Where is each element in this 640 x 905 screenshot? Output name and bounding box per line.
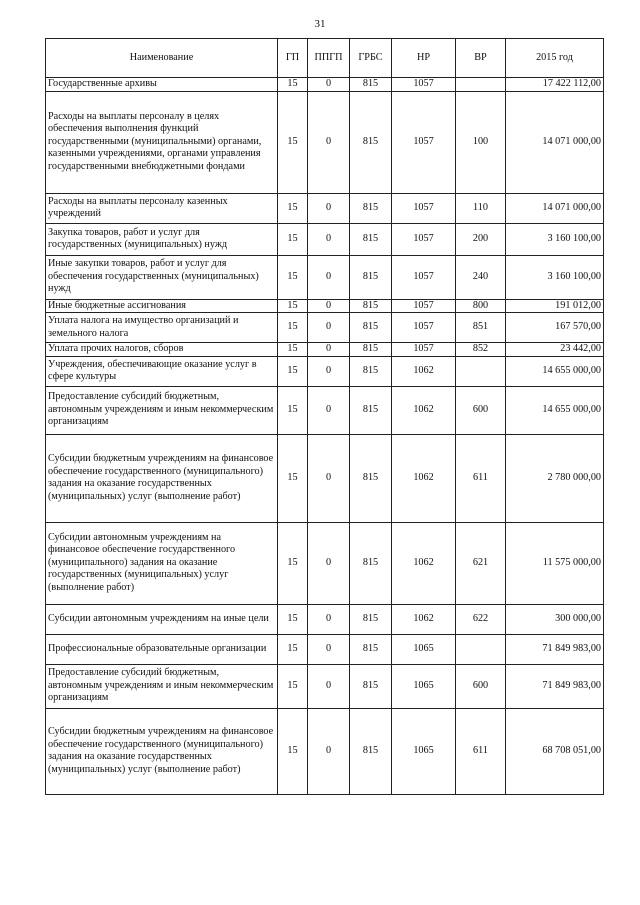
cell-nr: 1062 xyxy=(392,604,456,634)
cell-gp: 15 xyxy=(278,634,308,664)
cell-grbs: 815 xyxy=(350,223,392,255)
cell-name: Уплата прочих налогов, сборов xyxy=(46,343,278,357)
cell-gp: 15 xyxy=(278,386,308,434)
cell-nr: 1057 xyxy=(392,299,456,313)
cell-vr: 200 xyxy=(456,223,506,255)
cell-amount: 71 849 983,00 xyxy=(506,664,604,708)
table-row xyxy=(46,255,604,299)
table-row xyxy=(46,356,604,386)
table-row xyxy=(46,664,604,708)
cell-ppgp: 0 xyxy=(308,708,350,794)
cell-gp: 15 xyxy=(278,299,308,313)
table-header xyxy=(46,39,604,78)
cell-name: Расходы на выплаты персоналу казенных учреждений xyxy=(46,193,278,223)
cell-vr: 622 xyxy=(456,604,506,634)
cell-amount: 14 655 000,00 xyxy=(506,386,604,434)
cell-amount: 71 849 983,00 xyxy=(506,634,604,664)
cell-grbs: 815 xyxy=(350,386,392,434)
cell-amount: 11 575 000,00 xyxy=(506,522,604,604)
cell-ppgp: 0 xyxy=(308,343,350,357)
cell-amount: 14 655 000,00 xyxy=(506,356,604,386)
cell-amount: 14 071 000,00 xyxy=(506,193,604,223)
cell-nr: 1062 xyxy=(392,386,456,434)
cell-amount: 2 780 000,00 xyxy=(506,434,604,522)
cell-name: Закупка товаров, работ и услуг для государственных (муниципальных) нужд xyxy=(46,223,278,255)
cell-amount: 191 012,00 xyxy=(506,299,604,313)
cell-ppgp: 0 xyxy=(308,604,350,634)
cell-vr: 110 xyxy=(456,193,506,223)
cell-gp: 15 xyxy=(278,343,308,357)
cell-vr: 240 xyxy=(456,255,506,299)
cell-name: Уплата налога на имущество организаций и земельного налога xyxy=(46,313,278,343)
cell-nr: 1057 xyxy=(392,223,456,255)
cell-name: Предоставление субсидий бюджетным, автономным учреждениям и иным некоммерческим организациям xyxy=(46,386,278,434)
cell-grbs: 815 xyxy=(350,356,392,386)
table-row xyxy=(46,522,604,604)
cell-gp: 15 xyxy=(278,434,308,522)
cell-vr: 851 xyxy=(456,313,506,343)
cell-grbs: 815 xyxy=(350,193,392,223)
table-row xyxy=(46,78,604,92)
cell-nr: 1057 xyxy=(392,343,456,357)
cell-vr xyxy=(456,78,506,92)
cell-amount: 3 160 100,00 xyxy=(506,223,604,255)
header-nr: НР xyxy=(392,39,456,78)
cell-name: Расходы на выплаты персоналу в целях обеспечения выполнения функций государственными (муниципальными) органами, казенными учреждениями, органами управления государственными внебюджетными фондами xyxy=(46,91,278,193)
cell-gp: 15 xyxy=(278,255,308,299)
cell-ppgp: 0 xyxy=(308,434,350,522)
cell-name: Субсидии автономным учреждениям на иные цели xyxy=(46,604,278,634)
cell-grbs: 815 xyxy=(350,91,392,193)
cell-gp: 15 xyxy=(278,193,308,223)
cell-gp: 15 xyxy=(278,522,308,604)
table-row xyxy=(46,634,604,664)
cell-vr: 611 xyxy=(456,708,506,794)
cell-grbs: 815 xyxy=(350,434,392,522)
cell-amount: 14 071 000,00 xyxy=(506,91,604,193)
cell-grbs: 815 xyxy=(350,255,392,299)
cell-grbs: 815 xyxy=(350,708,392,794)
cell-name: Субсидии бюджетным учреждениям на финансовое обеспечение государственного (муниципального) задания на оказание государственных (муниципальных) услуг (выполнение работ) xyxy=(46,708,278,794)
cell-name: Предоставление субсидий бюджетным, автономным учреждениям и иным некоммерческим организациям xyxy=(46,664,278,708)
cell-nr: 1057 xyxy=(392,78,456,92)
cell-amount: 68 708 051,00 xyxy=(506,708,604,794)
cell-grbs: 815 xyxy=(350,78,392,92)
cell-ppgp: 0 xyxy=(308,522,350,604)
cell-ppgp: 0 xyxy=(308,193,350,223)
cell-amount: 300 000,00 xyxy=(506,604,604,634)
cell-ppgp: 0 xyxy=(308,634,350,664)
cell-vr: 600 xyxy=(456,664,506,708)
cell-name: Профессиональные образовательные организации xyxy=(46,634,278,664)
table-row xyxy=(46,313,604,343)
cell-ppgp: 0 xyxy=(308,223,350,255)
cell-nr: 1057 xyxy=(392,313,456,343)
cell-nr: 1057 xyxy=(392,193,456,223)
cell-grbs: 815 xyxy=(350,664,392,708)
cell-name: Иные закупки товаров, работ и услуг для обеспечения государственных (муниципальных) нужд xyxy=(46,255,278,299)
cell-nr: 1065 xyxy=(392,664,456,708)
cell-grbs: 815 xyxy=(350,634,392,664)
cell-vr: 611 xyxy=(456,434,506,522)
cell-grbs: 815 xyxy=(350,522,392,604)
cell-grbs: 815 xyxy=(350,299,392,313)
cell-gp: 15 xyxy=(278,604,308,634)
header-ppgp: ППГП xyxy=(308,39,350,78)
cell-gp: 15 xyxy=(278,223,308,255)
cell-gp: 15 xyxy=(278,91,308,193)
cell-nr: 1057 xyxy=(392,91,456,193)
cell-vr xyxy=(456,634,506,664)
table-row xyxy=(46,434,604,522)
cell-vr xyxy=(456,356,506,386)
page-number: 31 xyxy=(314,18,326,30)
cell-name: Субсидии автономным учреждениям на финансовое обеспечение государственного (муниципального) задания на оказание государственных (муниципальных) услуг (выполнение работ) xyxy=(46,522,278,604)
cell-ppgp: 0 xyxy=(308,78,350,92)
budget-table xyxy=(45,38,604,795)
cell-ppgp: 0 xyxy=(308,255,350,299)
cell-gp: 15 xyxy=(278,708,308,794)
cell-ppgp: 0 xyxy=(308,299,350,313)
cell-grbs: 815 xyxy=(350,604,392,634)
cell-ppgp: 0 xyxy=(308,91,350,193)
table-row xyxy=(46,223,604,255)
cell-amount: 17 422 112,00 xyxy=(506,78,604,92)
cell-name: Субсидии бюджетным учреждениям на финансовое обеспечение государственного (муниципального) задания на оказание государственных (муниципальных) услуг (выполнение работ) xyxy=(46,434,278,522)
table-row xyxy=(46,386,604,434)
cell-gp: 15 xyxy=(278,664,308,708)
cell-ppgp: 0 xyxy=(308,386,350,434)
table-row xyxy=(46,91,604,193)
cell-nr: 1062 xyxy=(392,522,456,604)
cell-nr: 1065 xyxy=(392,708,456,794)
cell-ppgp: 0 xyxy=(308,356,350,386)
header-vr: ВР xyxy=(456,39,506,78)
cell-nr: 1062 xyxy=(392,434,456,522)
cell-gp: 15 xyxy=(278,356,308,386)
header-name: Наименование xyxy=(46,39,278,78)
cell-name: Государственные архивы xyxy=(46,78,278,92)
header-grbs: ГРБС xyxy=(350,39,392,78)
cell-nr: 1065 xyxy=(392,634,456,664)
cell-amount: 3 160 100,00 xyxy=(506,255,604,299)
cell-nr: 1062 xyxy=(392,356,456,386)
cell-amount: 167 570,00 xyxy=(506,313,604,343)
cell-nr: 1057 xyxy=(392,255,456,299)
cell-vr: 600 xyxy=(456,386,506,434)
cell-vr: 621 xyxy=(456,522,506,604)
cell-gp: 15 xyxy=(278,313,308,343)
cell-name: Учреждения, обеспечивающие оказание услуг в сфере культуры xyxy=(46,356,278,386)
header-year: 2015 год xyxy=(506,39,604,78)
table-row xyxy=(46,299,604,313)
cell-ppgp: 0 xyxy=(308,664,350,708)
table-row xyxy=(46,604,604,634)
cell-vr: 100 xyxy=(456,91,506,193)
table-row xyxy=(46,343,604,357)
cell-grbs: 815 xyxy=(350,343,392,357)
cell-vr: 800 xyxy=(456,299,506,313)
table-row xyxy=(46,193,604,223)
table-row xyxy=(46,708,604,794)
cell-name: Иные бюджетные ассигнования xyxy=(46,299,278,313)
cell-gp: 15 xyxy=(278,78,308,92)
cell-amount: 23 442,00 xyxy=(506,343,604,357)
cell-vr: 852 xyxy=(456,343,506,357)
header-gp: ГП xyxy=(278,39,308,78)
cell-grbs: 815 xyxy=(350,313,392,343)
cell-ppgp: 0 xyxy=(308,313,350,343)
